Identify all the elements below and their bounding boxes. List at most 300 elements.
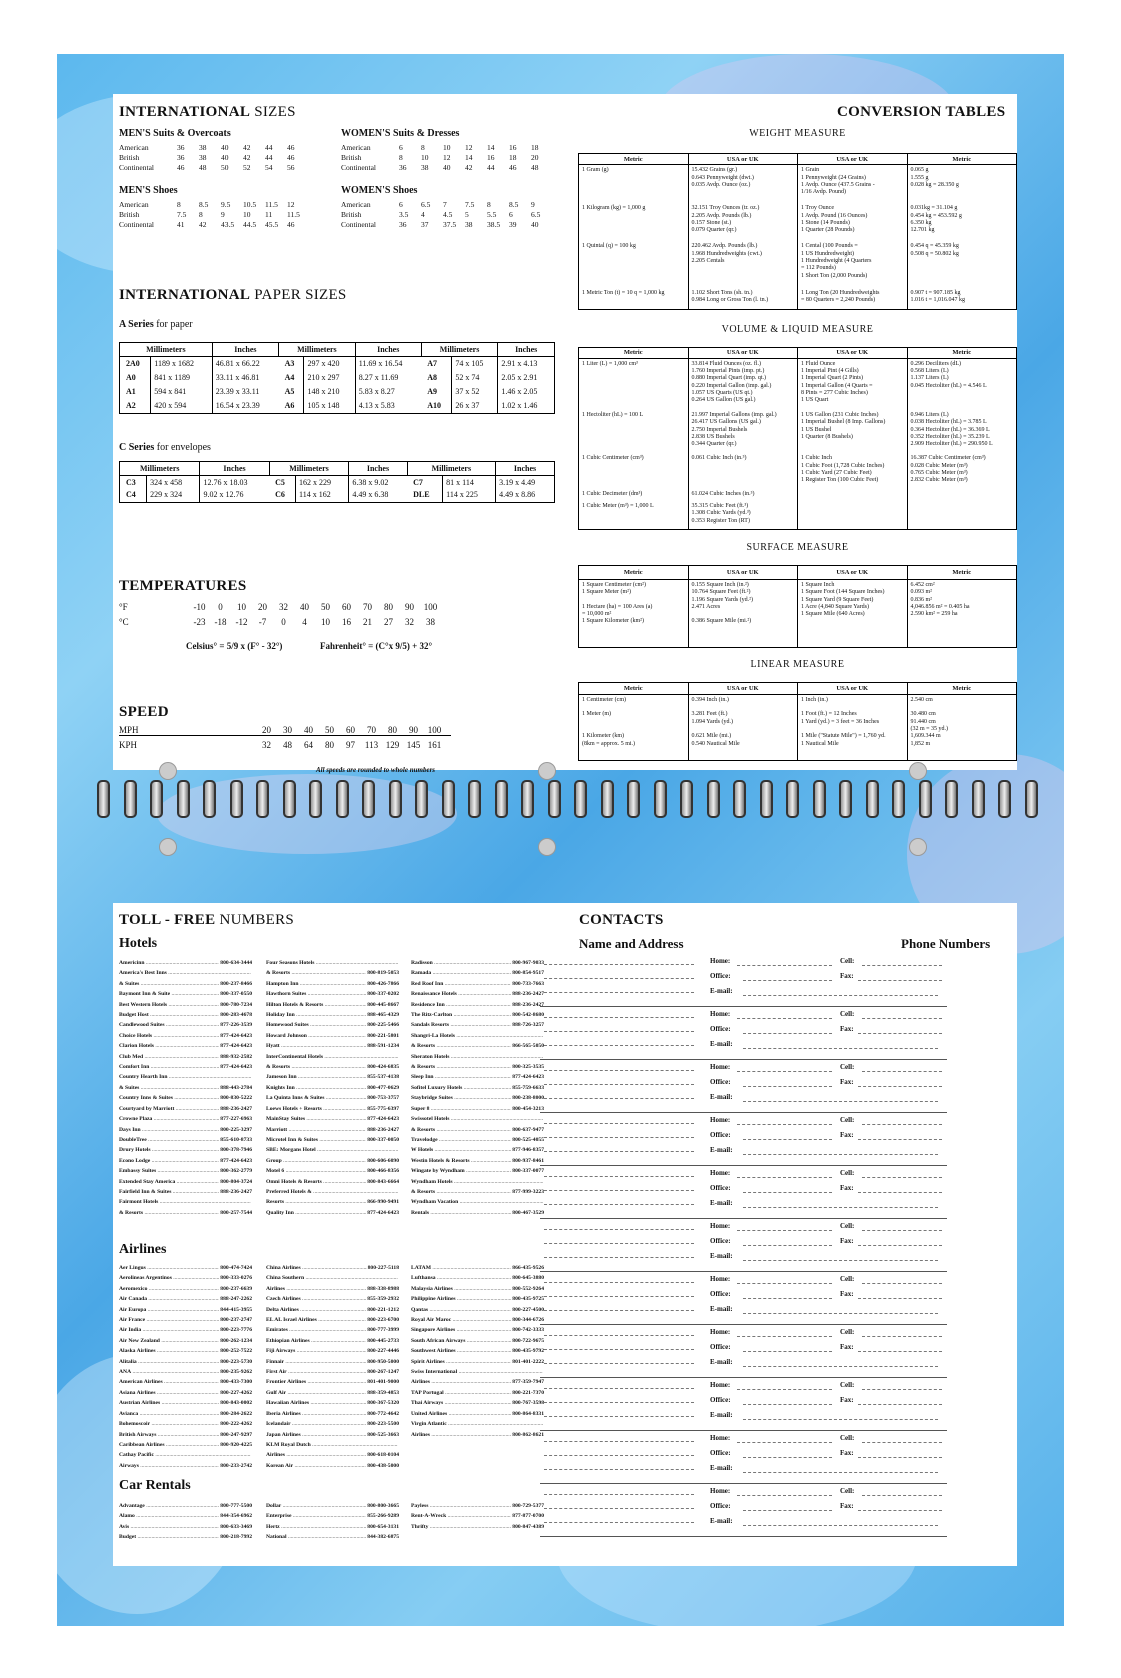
size-row: British 36 38 40 42 44 46 xyxy=(119,153,295,162)
contact-entry[interactable] xyxy=(540,1327,947,1378)
email-label: E-mail: xyxy=(710,1358,733,1366)
address-line[interactable] xyxy=(544,1257,694,1258)
phone-line[interactable] xyxy=(862,965,942,966)
binding-ring xyxy=(442,780,455,818)
address-line[interactable] xyxy=(544,1151,694,1152)
binding-ring xyxy=(786,780,799,818)
contact-entry[interactable] xyxy=(540,1168,947,1219)
fax-label: Fax: xyxy=(840,972,854,980)
value-cell: 21 xyxy=(363,617,372,627)
phone-line[interactable] xyxy=(743,1101,938,1102)
directory-entry: Airlines ..... 800-618-0104 xyxy=(266,1450,399,1460)
phone-line[interactable] xyxy=(737,1389,832,1390)
directory-entry: Aerolineas Argentinos ..... 800-333-0276 xyxy=(119,1273,252,1283)
value-cell: 80 xyxy=(325,740,334,750)
directory-entry: Baymont Inn & Suite ..... 800-337-0550 xyxy=(119,989,252,999)
value-cell: 4 xyxy=(302,617,307,627)
size-row: British 7.5 8 9 10 11 11.5 xyxy=(119,210,300,219)
directory-entry: Days Inn ..... 800-225-3297 xyxy=(119,1125,252,1135)
value-cell: 70 xyxy=(363,602,372,612)
linear-title: LINEAR MEASURE xyxy=(750,659,845,670)
binding-ring xyxy=(230,780,243,818)
directory-entry: China Southern ..... xyxy=(266,1273,399,1283)
office-label: Office: xyxy=(710,1184,731,1192)
paper-row: 2A0 1189 x 1682 46.81 x 66.22 A3 297 x 420 11.69 x 16.54 A7 74 x 105 2.91 x 4.13 xyxy=(120,357,555,372)
directory-entry: Hilton Hotels & Resorts ..... 800-445-8667 xyxy=(266,1000,399,1010)
directory-entry: & Suites ..... 800-237-8466 xyxy=(119,979,252,989)
directory-entry: Swissotel Hotels ..... xyxy=(411,1114,544,1124)
conversion-row: 1 Metric Ton (t) = 10 q = 1,000 kg 1.102 Short Tons (sh. tn.) 0.984 Long or Gross Ton (l. tn.) 1 Long Ton (20 Hundredweights = 80 Quarters = 2,240 Pounds) 0.907 t = 907.185 kg 1.016 t = 1,016.047 kg xyxy=(579,288,1017,310)
directory-entry: National ..... 844-382-6875 xyxy=(266,1532,399,1542)
binding-ring xyxy=(256,780,269,818)
address-line[interactable] xyxy=(544,1363,694,1364)
phone-line[interactable] xyxy=(862,1071,942,1072)
phone-line[interactable] xyxy=(737,1336,832,1337)
binding-ring xyxy=(945,780,958,818)
phone-line[interactable] xyxy=(743,1419,938,1420)
value-cell: 10 xyxy=(237,602,246,612)
binding-ring xyxy=(972,780,985,818)
directory-entry: Emirates ..... 800-777-3999 xyxy=(266,1325,399,1335)
phone-line[interactable] xyxy=(743,1298,832,1299)
directory-entry: & Resorts ..... 800-257-7544 xyxy=(119,1208,252,1218)
value-cell: 80 xyxy=(384,602,393,612)
value-cell: 129 xyxy=(385,740,400,750)
address-line[interactable] xyxy=(544,1070,694,1071)
directory-entry: Sandals Resorts ..... 888-726-3257 xyxy=(411,1020,544,1030)
address-line[interactable] xyxy=(544,1296,694,1297)
directory-entry: TAP Portugal ..... 800-221-7370 xyxy=(411,1388,544,1398)
address-line[interactable] xyxy=(544,1098,694,1099)
address-line[interactable] xyxy=(544,1508,694,1509)
phone-line[interactable] xyxy=(743,1313,938,1314)
phone-line[interactable] xyxy=(737,1283,832,1284)
address-line[interactable] xyxy=(544,964,694,965)
address-line[interactable] xyxy=(544,1441,694,1442)
binding-ring xyxy=(1025,780,1038,818)
address-line[interactable] xyxy=(544,1204,694,1205)
phone-line[interactable] xyxy=(743,1245,832,1246)
directory-entry: Sleep Inn ..... 877-424-6423 xyxy=(411,1072,544,1082)
directory-entry: Airlines ..... 888-338-8988 xyxy=(266,1284,399,1294)
contact-entry[interactable] xyxy=(540,1062,947,1113)
phone-line[interactable] xyxy=(737,965,832,966)
address-line[interactable] xyxy=(544,1469,694,1470)
cell-label: Cell: xyxy=(840,1434,855,1442)
directory-entry: Wingate by Wyndham ..... 800-337-0077 xyxy=(411,1166,544,1176)
directory-entry: Enterprise ..... 855-266-9289 xyxy=(266,1511,399,1521)
phone-line[interactable] xyxy=(743,1472,938,1473)
conversion-row: 1 Liter (L) = 1,000 cm³ 33.814 Fluid Ounces (oz. fl.) 1.760 Imperial Pints (imp. pt.) 0.880 Imperial Quart (imp. qt.) 0.220 Imperial Gallon (imp. gal.) 1.057 US Quarts (US qt.) 0.264 US Gallon (US gal.) 1 Fluid Ounce 1 Imperial Pint (4 Gills) 1 Imperial Quart (2 Pints) 1 Imperial Gallon (4 Quarts = 8 Pints = 277 Cubic Inches) 1 US Quart 0.296 Deciliters (dL) 0.568 Liters (L) 1.137 Liters (L) 0.045 Hectoliter (hL) = 4.546 L xyxy=(579,358,1017,410)
conversion-row: 1 Centimeter (cm) 1 Meter (m) 1 Kilometer (km) (8km = approx. 5 mi.) 0.394 Inch (in.) 3.281 Feet (ft.) 1.094 Yards (yd.) 0.621 Mile (mi.) 0.540 Nautical Mile 1 Inch (in.) 1 Foot (ft.) = 12 Inches 1 Yard (yd.) = 3 feet = 36 Inches 1 Mile ("Statute Mile") = 1,760 yd. 1 Nautical Mile 2.540 cm 30.480 cm 91.440 cm (32 m = 35 yd.) 1,609.344 m 1,852 m xyxy=(579,694,1017,760)
airlines-col-2 xyxy=(266,1263,399,1471)
phone-line[interactable] xyxy=(858,1457,942,1458)
phone-line[interactable] xyxy=(743,1525,938,1526)
address-line[interactable] xyxy=(544,1522,694,1523)
cell-label: Cell: xyxy=(840,1063,855,1071)
directory-entry: Budget ..... 800-218-7992 xyxy=(119,1532,252,1542)
value-cell: -7 xyxy=(258,617,267,627)
directory-entry: Candlewood Suites ..... 877-226-3539 xyxy=(119,1020,252,1030)
phone-line[interactable] xyxy=(737,1495,832,1496)
value-cell: 20 xyxy=(262,725,271,735)
contact-entry[interactable] xyxy=(540,1274,947,1325)
womens-suits-title: WOMEN'S Suits & Dresses xyxy=(341,128,460,139)
contact-entry[interactable] xyxy=(540,1115,947,1166)
value-cell: 30 xyxy=(283,725,292,735)
fax-label: Fax: xyxy=(840,1343,854,1351)
directory-entry: Clarion Hotels ..... 877-424-6423 xyxy=(119,1041,252,1051)
mens-shoes-table xyxy=(119,200,309,230)
phone-line[interactable] xyxy=(858,1510,942,1511)
value-cell: 70 xyxy=(367,725,376,735)
phone-line[interactable] xyxy=(743,1033,832,1034)
phone-line[interactable] xyxy=(737,1018,832,1019)
a-series-table: Millimeters Inches Millimeters Inches Millimeters Inches 2A0 1189 x 1682 46.81 x 66.22 A3 297 x 420 11.69 x 16.54 A7 74 x 105 2.91 x 4.13 A0 841 x 1189 33.11 x 46.81 A4 210 x 297 8.27 x 11.69 A8 52 x 74 2.05 x 2.91 A1 594 x 841 23.39 x 33.11 A5 148 x 210 5.83 x 8.27 A9 37 x 52 1.46 x 2.05 A2 420 x 594 16.54 x 23.39 A6 105 x 148 4.13 x 5.83 A10 26 x 37 1.02 x 1.46 xyxy=(119,342,555,414)
address-line[interactable] xyxy=(544,1229,694,1230)
binding-ring xyxy=(866,780,879,818)
volume-title: VOLUME & LIQUID MEASURE xyxy=(721,324,874,335)
cars-col-2 xyxy=(266,1501,399,1543)
cell-label: Cell: xyxy=(840,1275,855,1283)
directory-entry: Avis ..... 800-633-3469 xyxy=(119,1522,252,1532)
directory-entry: Four Seasons Hotels ..... xyxy=(266,958,399,968)
directory-entry: Red Roof Inn ..... 800-733-7663 xyxy=(411,979,544,989)
office-label: Office: xyxy=(710,1343,731,1351)
directory-entry: Super 8 ..... 800-454-3213 xyxy=(411,1104,544,1114)
directory-entry: Best Western Hotels ..... 800-780-7234 xyxy=(119,1000,252,1010)
address-line[interactable] xyxy=(544,1243,694,1244)
directory-entry: Courtyard by Marriott ..... 888-236-2427 xyxy=(119,1104,252,1114)
home-label: Home: xyxy=(710,1010,731,1018)
phone-line[interactable] xyxy=(737,1230,832,1231)
phone-line[interactable] xyxy=(858,1086,942,1087)
email-label: E-mail: xyxy=(710,1146,733,1154)
binding-hole xyxy=(909,838,927,856)
conversion-row: 1 Quintal (q) = 100 kg 220.462 Avdp. Pounds (lb.) 1.968 Hundredweights (cwt.) 2.205 Centals 1 Cental (100 Pounds = 1 US Hundredweight) 1 Hundredweight (4 Quarters = 112 Pounds) 1 Short Ton (2,000 Pounds) 0.454 q = 45.359 kg 0.508 q = 50.802 kg xyxy=(579,241,1017,287)
value-cell: 90 xyxy=(409,725,418,735)
directory-entry: Marriott ..... 888-236-2427 xyxy=(266,1125,399,1135)
directory-entry: Caribbean Airlines ..... 800-920-4225 xyxy=(119,1440,252,1450)
directory-entry: Fairfield Inn & Suites ..... 888-236-2427 xyxy=(119,1187,252,1197)
value-cell: -10 xyxy=(193,602,206,612)
directory-entry: Americinn ..... 800-634-3444 xyxy=(119,958,252,968)
home-label: Home: xyxy=(710,1328,731,1336)
phone-line[interactable] xyxy=(862,1389,942,1390)
phone-line[interactable] xyxy=(858,1351,942,1352)
binding-ring xyxy=(680,780,693,818)
directory-entry: Aer Lingus ..... 800-474-7424 xyxy=(119,1263,252,1273)
directory-entry: Delta Airlines ..... 800-221-1212 xyxy=(266,1305,399,1315)
address-line[interactable] xyxy=(544,1335,694,1336)
address-line[interactable] xyxy=(544,1017,694,1018)
directory-entry: Hertz ..... 800-654-3131 xyxy=(266,1522,399,1532)
phone-line[interactable] xyxy=(743,1048,938,1049)
fax-label: Fax: xyxy=(840,1502,854,1510)
conversion-row: 1 Cubic Decimeter (dm³) 61.024 Cubic Inches (in.³) xyxy=(579,489,1017,501)
value-cell: 60 xyxy=(342,602,351,612)
directory-entry: Spirit Airlines ..... 801-401-2222 xyxy=(411,1357,544,1367)
address-line[interactable] xyxy=(544,1084,694,1085)
c-series-table: Millimeters Inches Millimeters Inches Millimeters Inches C3 C4 324 x 458 229 x 324 12.76 x 18.03 9.02 x 12.76 C5 C6 162 x 229 114 x 162 6.38 x 9.02 4.49 x 6.38 C7 DLE 81 x 114 114 x 225 3.19 x 4.49 4.49 x 8.86 xyxy=(119,461,555,503)
phone-line[interactable] xyxy=(743,1457,832,1458)
phone-line[interactable] xyxy=(743,1154,938,1155)
directory-entry: Fiji Airways ..... 800-227-4446 xyxy=(266,1346,399,1356)
phone-line[interactable] xyxy=(743,1351,832,1352)
binding-ring xyxy=(495,780,508,818)
address-line[interactable] xyxy=(544,992,694,993)
address-line[interactable] xyxy=(544,1388,694,1389)
hotels-col-1 xyxy=(119,958,252,1218)
directory-entry: Resorts ..... 866-990-9491 xyxy=(266,1197,399,1207)
directory-entry: Hyatt ..... 888-591-1234 xyxy=(266,1041,399,1051)
paper-row: A1 594 x 841 23.39 x 33.11 A5 148 x 210 5.83 x 8.27 A9 37 x 52 1.46 x 2.05 xyxy=(120,385,555,399)
directory-entry: The Ritz-Carlton ..... 800-542-8680 xyxy=(411,1010,544,1020)
phone-line[interactable] xyxy=(743,1510,832,1511)
home-label: Home: xyxy=(710,1434,731,1442)
address-line[interactable] xyxy=(544,978,694,979)
directory-entry: & Resorts ..... 800-325-3535 xyxy=(411,1062,544,1072)
conversion-row: 1 Cubic Centimeter (cm³) 0.061 Cubic Inch (in.³) 1 Cubic Inch 1 Cubic Foot (1,728 Cubic Inches) 1 Cubic Yard (27 Cubic Feet) 1 Register Ton (100 Cubic Feet) 16.387 Cubic Centimeter (cm³) 0.028 Cubic Meter (m³) 0.765 Cubic Meter (m³) 2.832 Cubic Meter (m³) xyxy=(579,453,1017,489)
address-line[interactable] xyxy=(544,1190,694,1191)
contacts-title: CONTACTS xyxy=(579,912,664,928)
office-label: Office: xyxy=(710,1131,731,1139)
womens-shoes-title: WOMEN'S Shoes xyxy=(341,185,418,196)
mens-suits-table xyxy=(119,143,309,173)
directory-entry: American Airlines ..... 800-433-7300 xyxy=(119,1377,252,1387)
contact-entry[interactable] xyxy=(540,1486,947,1537)
tollfree-title: TOLL - FREE NUMBERS xyxy=(119,912,295,928)
binding-ring xyxy=(521,780,534,818)
directory-entry: Malaysia Airlines ..... 800-552-9264 xyxy=(411,1284,544,1294)
directory-entry: DoubleTree ..... 855-610-8733 xyxy=(119,1135,252,1145)
contact-entry[interactable] xyxy=(540,1433,947,1484)
directory-entry: Austrian Airlines ..... 800-843-0002 xyxy=(119,1398,252,1408)
c-series-title: C Series for envelopes xyxy=(119,442,211,453)
phone-line[interactable] xyxy=(862,1495,942,1496)
celsius-row: °C -23 -18 -12 -7 0 4 10 16 21 27 32 38 xyxy=(119,617,441,627)
binding-ring xyxy=(309,780,322,818)
phone-line[interactable] xyxy=(743,1366,938,1367)
address-line[interactable] xyxy=(544,1123,694,1124)
address-line[interactable] xyxy=(544,1402,694,1403)
directory-entry: Cathay Pacific ..... xyxy=(119,1450,252,1460)
phone-line[interactable] xyxy=(743,995,938,996)
directory-entry: Quality Inn ..... 877-424-6423 xyxy=(266,1208,399,1218)
contact-entry[interactable] xyxy=(540,1009,947,1060)
directory-entry: Virgin Atlantic ..... xyxy=(411,1419,544,1429)
cars-col-3 xyxy=(411,1501,544,1532)
phone-line[interactable] xyxy=(737,1442,832,1443)
email-label: E-mail: xyxy=(710,1252,733,1260)
directory-entry: Motel 6 ..... 800-466-8356 xyxy=(266,1166,399,1176)
fahrenheit-row: °F -10 0 10 20 32 40 50 60 70 80 90 100 xyxy=(119,602,441,612)
phone-line[interactable] xyxy=(743,1139,832,1140)
contact-entry[interactable] xyxy=(540,1380,947,1431)
phone-line[interactable] xyxy=(743,1086,832,1087)
contact-entry[interactable] xyxy=(540,956,947,1007)
phone-line[interactable] xyxy=(862,1442,942,1443)
value-cell: 20 xyxy=(258,602,267,612)
paper-row: A0 841 x 1189 33.11 x 46.81 A4 210 x 297 8.27 x 11.69 A8 52 x 74 2.05 x 2.91 xyxy=(120,371,555,385)
size-row: American 36 38 40 42 44 46 xyxy=(119,143,295,152)
phone-line[interactable] xyxy=(743,980,832,981)
womens-suits-table xyxy=(341,143,553,173)
address-line[interactable] xyxy=(544,1455,694,1456)
value-cell: 32 xyxy=(279,602,288,612)
phone-line[interactable] xyxy=(862,1018,942,1019)
address-line[interactable] xyxy=(544,1494,694,1495)
directory-entry: KLM Royal Dutch ..... xyxy=(266,1440,399,1450)
directory-entry: Renaissance Hotels ..... 888-236-2427 xyxy=(411,989,544,999)
directory-entry: Preferred Hotels & ..... xyxy=(266,1187,399,1197)
binding-hole xyxy=(159,838,177,856)
phone-line[interactable] xyxy=(737,1124,832,1125)
value-cell: -12 xyxy=(235,617,248,627)
directory-entry: Iberia Airlines ..... 800-772-4642 xyxy=(266,1409,399,1419)
phone-line[interactable] xyxy=(743,1404,832,1405)
address-line[interactable] xyxy=(544,1282,694,1283)
office-label: Office: xyxy=(710,1290,731,1298)
directory-entry: Wyndham Vacation ..... xyxy=(411,1197,544,1207)
phone-line[interactable] xyxy=(743,1260,938,1261)
directory-entry: InterContinental Hotels ..... xyxy=(266,1052,399,1062)
kph-row: KPH 32 48 64 80 97 113 129 145 161 xyxy=(119,740,445,750)
phone-line[interactable] xyxy=(858,1298,942,1299)
address-line[interactable] xyxy=(544,1031,694,1032)
directory-entry: Southwest Airlines ..... 800-435-9792 xyxy=(411,1346,544,1356)
value-cell: 161 xyxy=(427,740,442,750)
directory-entry: Comfort Inn ..... 877-424-6423 xyxy=(119,1062,252,1072)
fax-label: Fax: xyxy=(840,1449,854,1457)
value-cell: 145 xyxy=(406,740,421,750)
binding-ring xyxy=(548,780,561,818)
directory-entry: Frontier Airlines ..... 801-401-9000 xyxy=(266,1377,399,1387)
address-line[interactable] xyxy=(544,1137,694,1138)
directory-entry: Sheraton Hotels ..... xyxy=(411,1052,544,1062)
email-label: E-mail: xyxy=(710,1517,733,1525)
value-cell: 113 xyxy=(364,740,379,750)
email-label: E-mail: xyxy=(710,1464,733,1472)
email-label: E-mail: xyxy=(710,1199,733,1207)
phone-line[interactable] xyxy=(737,1071,832,1072)
surface-title: SURFACE MEASURE xyxy=(746,542,849,553)
directory-entry: Japan Airlines ..... 800-525-3663 xyxy=(266,1430,399,1440)
directory-entry: Knights Inn ..... 800-477-0629 xyxy=(266,1083,399,1093)
phone-line[interactable] xyxy=(743,1207,938,1208)
phone-line[interactable] xyxy=(743,1192,832,1193)
directory-entry: Wyndham Hotels ..... xyxy=(411,1177,544,1187)
value-cell: 0 xyxy=(281,617,286,627)
address-line[interactable] xyxy=(544,1416,694,1417)
contact-entry[interactable] xyxy=(540,1221,947,1272)
cell-label: Cell: xyxy=(840,1328,855,1336)
binding-hole xyxy=(538,838,556,856)
mph-row: MPH 20 30 40 50 60 70 80 90 100 xyxy=(119,725,451,736)
office-label: Office: xyxy=(710,1396,731,1404)
address-line[interactable] xyxy=(544,1176,694,1177)
directory-entry: La Quinta Inns & Suites ..... 800-753-3757 xyxy=(266,1093,399,1103)
cell-label: Cell: xyxy=(840,1169,855,1177)
binding-hole xyxy=(159,762,177,780)
directory-entry: Lufthansa ..... 800-645-3880 xyxy=(411,1273,544,1283)
directory-entry: & Resorts ..... 877-999-3223 xyxy=(411,1187,544,1197)
value-cell: 10 xyxy=(321,617,330,627)
directory-entry: Budget Host ..... 800-283-4678 xyxy=(119,1010,252,1020)
directory-entry: Westin Hotels & Resorts ..... 800-937-8461 xyxy=(411,1156,544,1166)
fax-label: Fax: xyxy=(840,1131,854,1139)
name-address-header: Name and Address xyxy=(579,936,684,951)
directory-entry: Country Hearth Inn ..... xyxy=(119,1072,252,1082)
phone-line[interactable] xyxy=(737,1177,832,1178)
intl-sizes-title: INTERNATIONAL SIZES xyxy=(119,104,296,120)
value-cell: 100 xyxy=(427,725,442,735)
phone-line[interactable] xyxy=(858,1404,942,1405)
binding-ring xyxy=(892,780,905,818)
address-line[interactable] xyxy=(544,1349,694,1350)
directory-entry: MainStay Suites ..... 877-424-6423 xyxy=(266,1114,399,1124)
directory-entry: Alamo ..... 844-354-6962 xyxy=(119,1511,252,1521)
size-row: American 8 8.5 9.5 10.5 11.5 12 xyxy=(119,200,295,209)
linear-table: Metric USA or UK USA or UK Metric 1 Centimeter (cm) 1 Meter (m) 1 Kilometer (km) (8km = approx. 5 mi.) 0.394 Inch (in.) 3.281 Feet (ft.) 1.094 Yards (yd.) 0.621 Mile (mi.) 0.540 Nautical Mile 1 Inch (in.) 1 Foot (ft.) = 12 Inches 1 Yard (yd.) = 3 feet = 36 Inches 1 Mile ("Statute Mile") = 1,760 yd. 1 Nautical Mile 2.540 cm 30.480 cm 91.440 cm (32 m = 35 yd.) 1,609.344 m 1,852 m xyxy=(578,682,1017,761)
directory-entry: Country Inns & Suites ..... 800-830-5222 xyxy=(119,1093,252,1103)
phone-line[interactable] xyxy=(862,1124,942,1125)
value-cell: 0 xyxy=(218,602,223,612)
directory-entry: & Resorts ..... 800-424-6835 xyxy=(266,1062,399,1072)
directory-entry: Rent-A-Wreck ..... 877-877-0700 xyxy=(411,1511,544,1521)
value-cell: 64 xyxy=(304,740,313,750)
home-label: Home: xyxy=(710,1222,731,1230)
conversion-title: CONVERSION TABLES xyxy=(837,104,1006,120)
binding-ring xyxy=(919,780,932,818)
hotels-title: Hotels xyxy=(119,936,158,951)
phone-line[interactable] xyxy=(858,1192,942,1193)
address-line[interactable] xyxy=(544,1045,694,1046)
size-row: Continental 41 42 43.5 44.5 45.5 46 xyxy=(119,220,295,229)
directory-entry: Sofitel Luxury Hotels ..... 855-759-6633 xyxy=(411,1083,544,1093)
email-label: E-mail: xyxy=(710,987,733,995)
volume-table: Metric USA or UK USA or UK Metric 1 Liter (L) = 1,000 cm³ 33.814 Fluid Ounces (oz. fl.) 1.760 Imperial Pints (imp. pt.) 0.880 Imperial Quart (imp. qt.) 0.220 Imperial Gallon (imp. gal.) 1.057 US Quarts (US qt.) 0.264 US Gallon (US gal.) 1 Fluid Ounce 1 Imperial Pint (4 Gills) 1 Imperial Quart (2 Pints) 1 Imperial Gallon (4 Quarts = 8 Pints = 277 Cubic Inches) 1 US Quart 0.296 Deciliters (dL) 0.568 Liters (L) 1.137 Liters (L) 0.045 Hectoliter (hL) = 4.546 L 1 Hectoliter (hL) = 100 L 21.997 Imperial Gallons (imp. gal.) 26.417 US Gallons (US gal.) 2.750 Imperial Bushels 2.838 US Bushels 0.344 Quarter (qr.) 1 US Gallon (231 Cubic Inches) 1 Imperial Bushel (8 Imp. Gallons) 1 US Bushel 1 Quarter (8 Bushels) 0.946 Liters (L) 0.038 Hectoliter (hL) = 3.785 L 0.364 Hectoliter (hL) = 36.369 L 0.352 Hectoliter (hL) = 35.239 L 2.909 Hectoliter (hL) = 290.950 L 1 Cubic Centimeter (cm³) 0.061 Cubic Inch (in.³) 1 Cubic Inch 1 Cubic Foot (1,728 Cubic Inches) 1 Cubic Yard (27 Cubic Feet) 1 Register Ton (100 Cubic Feet) 16.387 Cubic Centimeter (cm³) 0.028 Cubic Meter (m³) 0.765 Cubic Meter (m³) 2.832 Cubic Meter (m³) 1 Cubic Decimeter (dm³) 61.024 Cubic Inches (in.³) 1 Cubic Meter (m³) = 1,000 L 35.315 Cubic Feet (ft.³) 1.308 Cubic Yards (yd.³) 0.353 Register Ton (RT) xyxy=(578,347,1017,530)
value-cell: 97 xyxy=(346,740,355,750)
phone-line[interactable] xyxy=(862,1336,942,1337)
binding-ring xyxy=(177,780,190,818)
phone-line[interactable] xyxy=(862,1283,942,1284)
directory-entry: United Airlines ..... 800-864-8331 xyxy=(411,1409,544,1419)
directory-entry: & Resorts ..... 866-565-5050 xyxy=(411,1041,544,1051)
fax-label: Fax: xyxy=(840,1078,854,1086)
phone-line[interactable] xyxy=(858,1245,942,1246)
value-cell: 48 xyxy=(283,740,292,750)
size-row: American 6 6.5 7 7.5 8 8.5 9 xyxy=(341,200,535,209)
value-cell: 100 xyxy=(423,602,438,612)
phone-line[interactable] xyxy=(858,1139,942,1140)
cell-label: Cell: xyxy=(840,1222,855,1230)
phone-line[interactable] xyxy=(862,1177,942,1178)
cell-label: Cell: xyxy=(840,1487,855,1495)
value-cell: 60 xyxy=(346,725,355,735)
paper-row: C3 C4 324 x 458 229 x 324 12.76 x 18.03 9.02 x 12.76 C5 C6 162 x 229 114 x 162 6.38 x 9.02 4.49 x 6.38 C7 DLE 81 x 114 114 x 225 3.19 x 4.49 4.49 x 8.86 xyxy=(120,476,555,503)
directory-entry: Homewood Suites ..... 800-225-5466 xyxy=(266,1020,399,1030)
phone-line[interactable] xyxy=(858,980,942,981)
address-line[interactable] xyxy=(544,1310,694,1311)
directory-entry: Ethiopian Airlines ..... 800-445-2733 xyxy=(266,1336,399,1346)
directory-entry: Microtel Inn & Suites ..... 800-337-0050 xyxy=(266,1135,399,1145)
phone-line[interactable] xyxy=(858,1033,942,1034)
binding-ring xyxy=(733,780,746,818)
phone-line[interactable] xyxy=(862,1230,942,1231)
directory-entry: Rentals ..... 800-467-3529 xyxy=(411,1208,544,1218)
directory-entry: Bohemoscoir ..... 800-222-4262 xyxy=(119,1419,252,1429)
